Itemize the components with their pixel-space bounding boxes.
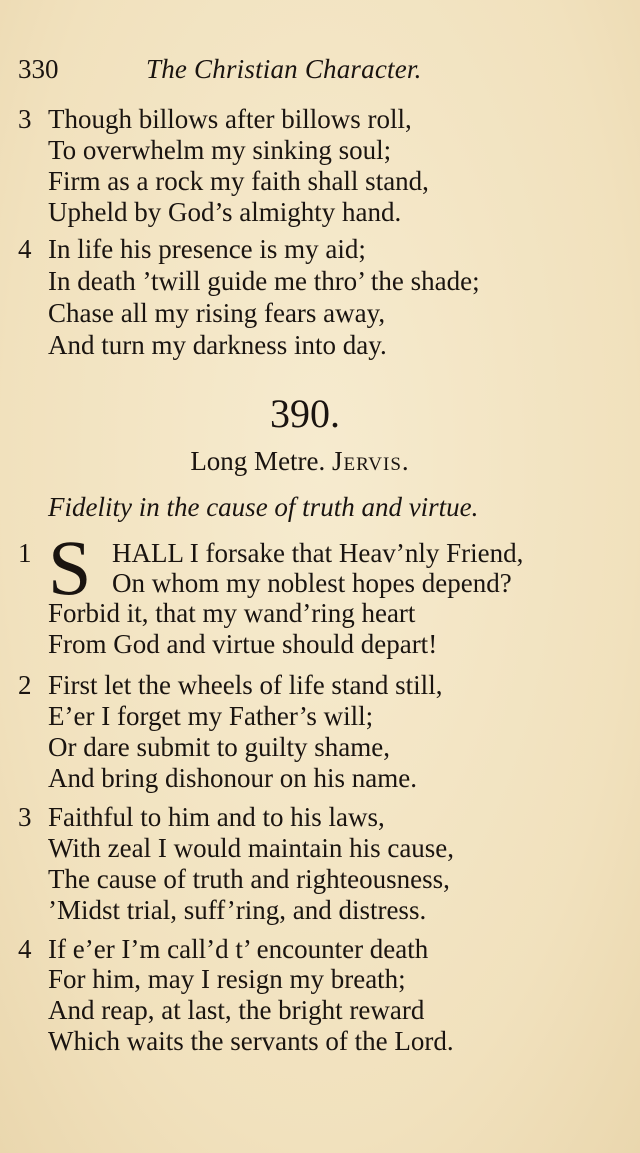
verse-line: Faithful to him and to his laws, xyxy=(48,802,385,832)
verse-line: With zeal I would maintain his cause, xyxy=(48,833,455,863)
stanza-number: 2 xyxy=(18,670,32,700)
verse-line: ’Midst trial, suff’ring, and distress. xyxy=(48,895,427,925)
hymn-number: 390. xyxy=(270,391,340,436)
verse-line: Forbid it, that my wand’ring heart xyxy=(48,598,416,628)
verse-line: Firm as a rock my faith shall stand, xyxy=(48,166,429,196)
drop-cap: S xyxy=(48,524,92,611)
verse-line: To overwhelm my sinking soul; xyxy=(48,135,392,165)
verse-line: First let the wheels of life stand still, xyxy=(48,670,443,700)
verse-line: Upheld by God’s almighty hand. xyxy=(48,197,402,227)
verse-line: And bring dishonour on his name. xyxy=(48,763,417,793)
stanza-number: 1 xyxy=(18,538,32,568)
metre-line xyxy=(0,444,600,478)
stanza-number: 3 xyxy=(18,802,32,832)
verse-line: In life his presence is my aid; xyxy=(48,234,366,264)
running-title: The Christian Character. xyxy=(146,54,422,84)
verse-line: HALL I forsake that Heav’nly Friend, xyxy=(112,538,524,568)
hymn-subject: Fidelity in the cause of truth and virtue. xyxy=(48,492,479,522)
page-number: 330 xyxy=(18,54,59,84)
tune-name: Jervis. xyxy=(332,446,410,476)
verse-line: On whom my noblest hopes depend? xyxy=(112,568,512,598)
verse-line: Which waits the servants of the Lord. xyxy=(48,1026,454,1056)
verse-line: From God and virtue should depart! xyxy=(48,629,438,659)
verse-line: E’er I forget my Father’s will; xyxy=(48,701,374,731)
stanza-number: 4 xyxy=(18,934,32,964)
stanza-number: 3 xyxy=(18,104,32,134)
page-header xyxy=(18,52,618,86)
verse-line: The cause of truth and righteousness, xyxy=(48,864,450,894)
verse-line: Though billows after billows roll, xyxy=(48,104,412,134)
verse-line: And turn my darkness into day. xyxy=(48,330,387,360)
verse-line: If e’er I’m call’d t’ encounter death xyxy=(48,934,429,964)
verse-line: In death ’twill guide me thro’ the shade; xyxy=(48,266,480,296)
verse-line: Chase all my rising fears away, xyxy=(48,298,386,328)
stanza-number: 4 xyxy=(18,234,32,264)
verse-line: And reap, at last, the bright reward xyxy=(48,995,425,1025)
verse-line: Or dare submit to guilty shame, xyxy=(48,732,390,762)
metre: Long Metre. xyxy=(190,446,326,476)
verse-line: For him, may I resign my breath; xyxy=(48,964,406,994)
